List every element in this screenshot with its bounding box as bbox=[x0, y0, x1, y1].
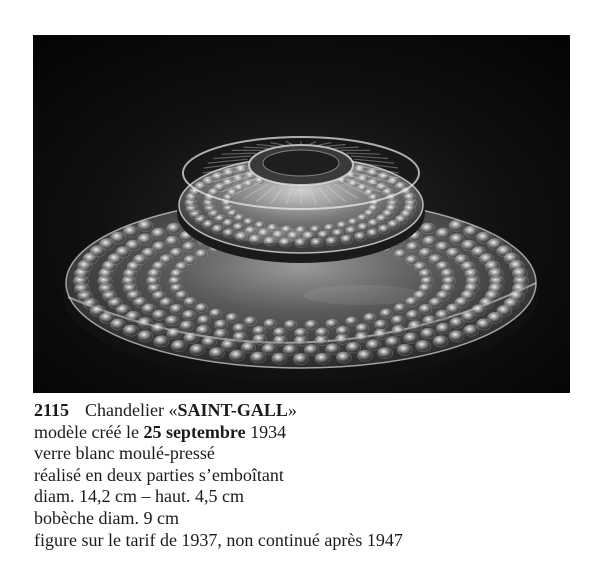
glass-bump bbox=[310, 226, 320, 234]
glass-bump bbox=[357, 350, 372, 361]
glass-bump bbox=[337, 222, 347, 230]
glass-bump bbox=[397, 344, 412, 355]
glass-bump bbox=[324, 224, 334, 232]
glass-bump bbox=[123, 325, 138, 336]
glass-bump bbox=[394, 250, 406, 259]
glass-bump bbox=[315, 353, 330, 364]
glass-bump bbox=[272, 353, 287, 364]
glass-bump bbox=[226, 313, 238, 322]
glass-bump bbox=[138, 331, 153, 342]
glass-bump bbox=[223, 229, 235, 238]
glass-bump bbox=[244, 218, 254, 226]
glass-bump bbox=[166, 236, 180, 246]
glass-bump bbox=[449, 220, 464, 231]
glass-bump bbox=[262, 344, 276, 355]
glass-bump bbox=[394, 304, 406, 313]
caption-title-line bbox=[34, 400, 574, 422]
glass-bump bbox=[464, 325, 479, 336]
glass-bump bbox=[392, 316, 405, 326]
glass-bump bbox=[464, 226, 479, 237]
glass-bump bbox=[433, 336, 448, 347]
glass-bump bbox=[358, 223, 369, 231]
glass-bump bbox=[441, 269, 454, 279]
caption-dimensions-line: diam. 14,2 cm – haut. 4,5 cm bbox=[34, 486, 244, 507]
glass-bump bbox=[450, 234, 464, 245]
glass-bump bbox=[304, 345, 318, 356]
glass-bump bbox=[305, 320, 317, 329]
glass-bump bbox=[421, 223, 435, 234]
glass-bump bbox=[152, 228, 166, 239]
glass-bump bbox=[367, 229, 379, 238]
glass-bump bbox=[214, 329, 228, 339]
glass-bump bbox=[419, 269, 431, 278]
glass-bump bbox=[251, 352, 266, 363]
glass-bump bbox=[404, 193, 416, 202]
glass-bump bbox=[419, 304, 432, 314]
glass-bump bbox=[374, 329, 388, 339]
glass-bump bbox=[202, 337, 216, 348]
glass-bump bbox=[198, 316, 211, 326]
glass-bump bbox=[215, 320, 228, 330]
glass-bump bbox=[476, 319, 491, 330]
glass-bump bbox=[404, 333, 418, 344]
glass-bump bbox=[450, 317, 464, 328]
date-prefix: modèle créé le bbox=[34, 421, 139, 442]
glass-bump bbox=[111, 232, 126, 243]
glass-bump bbox=[423, 236, 437, 246]
glass-bump bbox=[170, 248, 183, 258]
glass-bump bbox=[253, 326, 266, 336]
glass-bump bbox=[183, 310, 196, 320]
glass-bump bbox=[346, 226, 357, 234]
glass-bump bbox=[368, 219, 379, 227]
glass-bump bbox=[436, 310, 450, 320]
glass-bump bbox=[230, 350, 245, 361]
glass-chandelier-image bbox=[33, 35, 570, 393]
glass-bump bbox=[419, 248, 432, 258]
caption-bobeche-line: bobèche diam. 9 cm bbox=[34, 507, 179, 528]
glass-bump bbox=[167, 223, 181, 234]
glass-bump bbox=[170, 304, 183, 314]
glass-bump bbox=[283, 345, 297, 356]
glass-bump bbox=[274, 328, 287, 338]
glass-bump bbox=[326, 237, 338, 246]
glass-bump bbox=[123, 226, 138, 237]
caption-construction-line: réalisé en deux parties s’emboîtant bbox=[34, 464, 284, 485]
caption-block bbox=[34, 400, 574, 551]
glass-bump bbox=[346, 317, 358, 326]
glass-bump bbox=[392, 325, 406, 335]
glass-bump bbox=[346, 342, 360, 353]
glass-bump bbox=[326, 344, 340, 355]
glass-bump bbox=[233, 324, 246, 334]
model-name: SAINT-GALL bbox=[177, 400, 288, 420]
glass-bump bbox=[378, 348, 393, 359]
glass-bump bbox=[326, 319, 338, 328]
glass-bump bbox=[489, 268, 503, 279]
glass-bump bbox=[294, 353, 309, 364]
glass-bump bbox=[348, 218, 358, 226]
model-number: 2115 bbox=[34, 400, 70, 420]
glass-bump bbox=[295, 328, 308, 338]
title-suffix: » bbox=[287, 400, 297, 420]
reflection-highlight bbox=[233, 227, 313, 243]
glass-bump bbox=[241, 342, 255, 353]
reflection-highlight-2 bbox=[303, 285, 423, 305]
glass-bump bbox=[190, 344, 205, 355]
glass-bump bbox=[138, 317, 152, 328]
glass-bump bbox=[436, 323, 450, 334]
glass-bump bbox=[380, 309, 392, 318]
glass-bump bbox=[316, 328, 329, 338]
glass-bump bbox=[358, 214, 368, 222]
glass-bump bbox=[366, 340, 380, 351]
creation-year: 1934 bbox=[250, 421, 287, 442]
glass-bump bbox=[375, 320, 388, 330]
glass-bump bbox=[429, 298, 442, 308]
glass-bump bbox=[138, 220, 153, 231]
glass-bump bbox=[449, 331, 464, 342]
glass-bump bbox=[152, 323, 166, 334]
glass-bump bbox=[244, 317, 256, 326]
glass-bump bbox=[386, 337, 400, 348]
glass-bump bbox=[154, 336, 169, 347]
glass-bump bbox=[196, 250, 208, 259]
glass-bump bbox=[184, 333, 198, 344]
glass-bump bbox=[332, 229, 343, 237]
glass-bump bbox=[336, 326, 349, 336]
glass-bump bbox=[436, 228, 450, 239]
glass-bump bbox=[126, 240, 140, 251]
glass-bump bbox=[407, 310, 420, 320]
glass-bump bbox=[210, 309, 222, 318]
glass-bump bbox=[355, 232, 367, 241]
glass-bump bbox=[364, 313, 376, 322]
glass-bump bbox=[421, 328, 435, 339]
glass-bump bbox=[423, 316, 437, 326]
caption-date-line bbox=[34, 422, 574, 444]
glass-bump bbox=[341, 235, 353, 244]
glass-bump bbox=[465, 269, 479, 279]
creation-date: 25 septembre bbox=[143, 421, 246, 442]
glass-bump bbox=[183, 242, 196, 252]
glass-bump bbox=[311, 238, 323, 247]
glass-bump bbox=[166, 316, 180, 326]
glass-bump bbox=[196, 304, 208, 313]
glass-bump bbox=[264, 319, 276, 328]
glass-bump bbox=[318, 231, 329, 239]
caption-material-line: verre blanc moulé-pressé bbox=[34, 443, 215, 464]
glass-bump bbox=[407, 242, 420, 252]
glass-bump bbox=[138, 234, 152, 245]
glass-bump bbox=[408, 321, 422, 331]
glass-bump bbox=[153, 242, 167, 252]
glass-bump bbox=[285, 320, 297, 329]
title-prefix: Chandelier « bbox=[85, 400, 178, 420]
glass-bump bbox=[355, 332, 369, 342]
glass-bump bbox=[184, 256, 196, 265]
glass-bump bbox=[416, 340, 431, 351]
glass-bump bbox=[171, 340, 186, 351]
glass-bump bbox=[462, 311, 476, 322]
glass-bump bbox=[512, 268, 527, 279]
glass-bump bbox=[197, 325, 211, 335]
glass-bump bbox=[160, 255, 173, 265]
product-photo bbox=[33, 35, 570, 393]
glass-bump bbox=[180, 321, 194, 331]
bobeche-socket-inner bbox=[263, 150, 339, 176]
glass-bump bbox=[233, 332, 247, 342]
caption-tariff-line: figure sur le tarif de 1937, non continué après 1947 bbox=[34, 529, 403, 550]
glass-bump bbox=[221, 340, 235, 351]
glass-bump bbox=[378, 225, 390, 234]
glass-bump bbox=[209, 348, 224, 359]
glass-bump bbox=[336, 352, 351, 363]
glass-bump bbox=[167, 328, 181, 339]
glass-bump bbox=[356, 324, 369, 334]
